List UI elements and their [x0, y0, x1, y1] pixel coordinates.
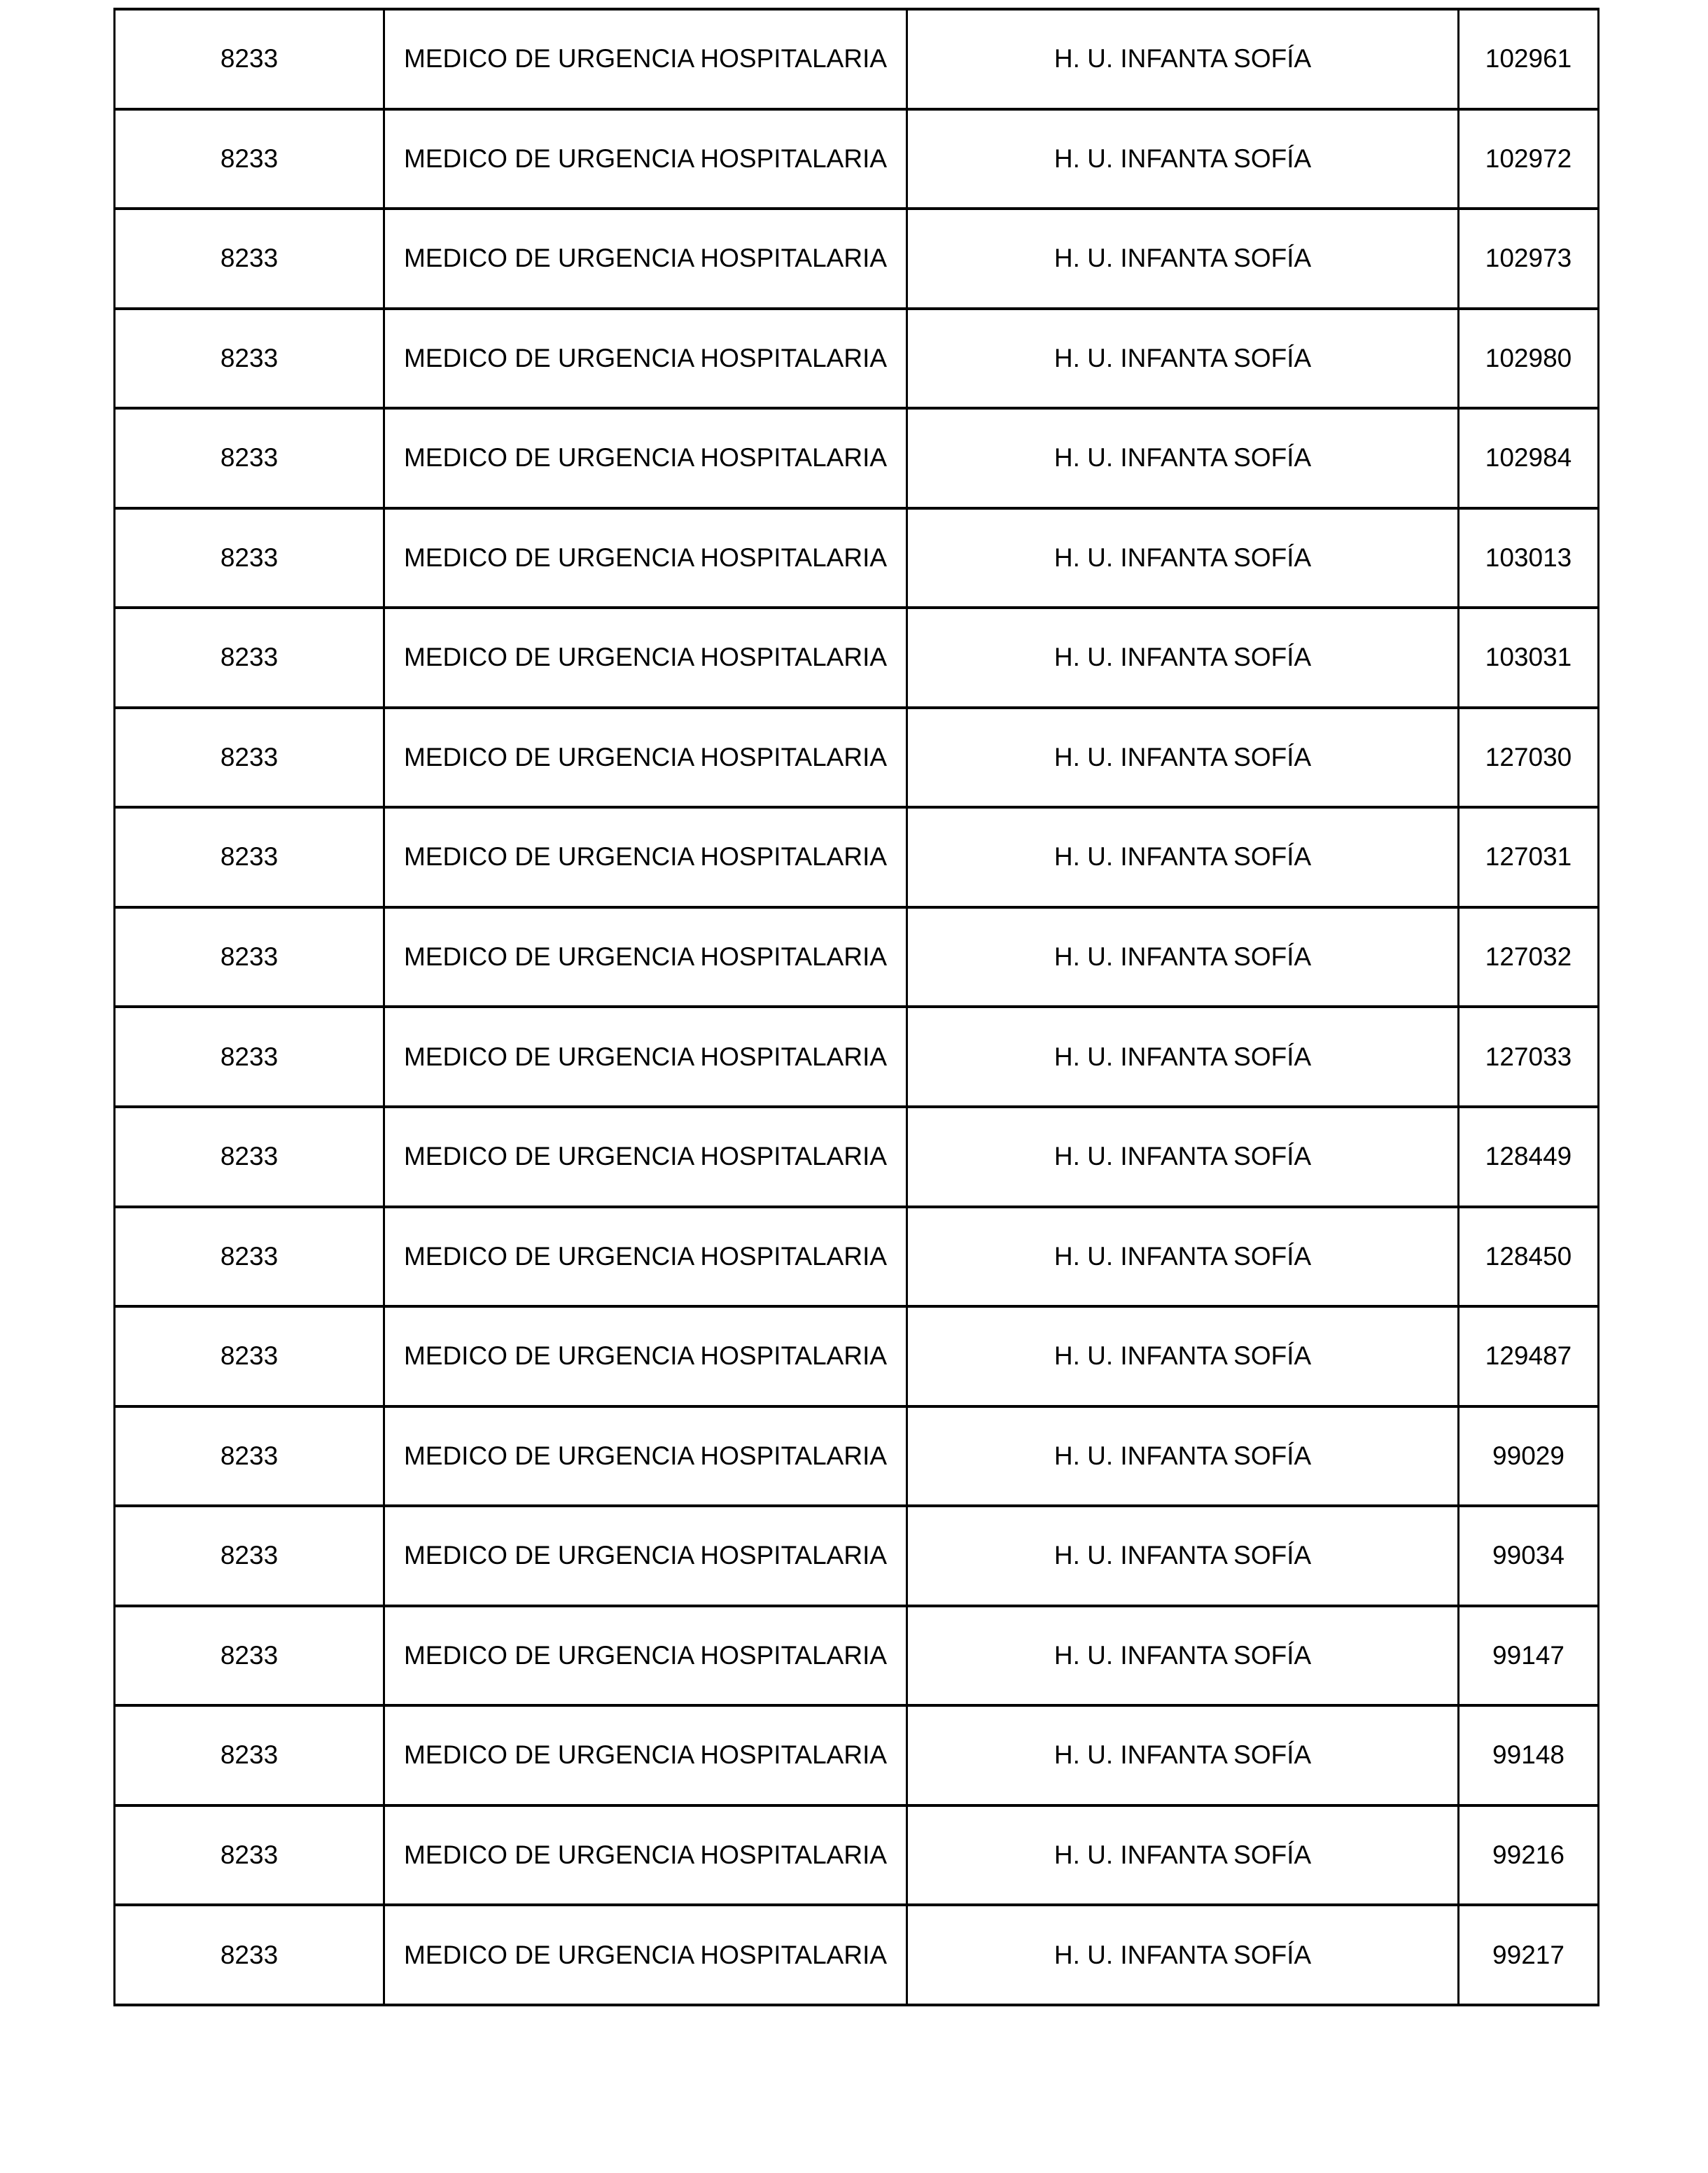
- post-id-cell: 103031: [1459, 608, 1599, 708]
- post-id-cell: 99216: [1459, 1805, 1599, 1906]
- code-cell: 8233: [115, 209, 384, 309]
- code-cell: 8233: [115, 1805, 384, 1906]
- hospital-cell: H. U. INFANTA SOFÍA: [907, 109, 1459, 209]
- hospital-cell: H. U. INFANTA SOFÍA: [907, 1506, 1459, 1606]
- code-cell: 8233: [115, 1306, 384, 1406]
- position-title-cell: MEDICO DE URGENCIA HOSPITALARIA: [384, 807, 907, 907]
- hospital-cell: H. U. INFANTA SOFÍA: [907, 1007, 1459, 1107]
- post-id-cell: 127030: [1459, 708, 1599, 808]
- hospital-cell: H. U. INFANTA SOFÍA: [907, 1306, 1459, 1406]
- hospital-cell: H. U. INFANTA SOFÍA: [907, 807, 1459, 907]
- post-id-cell: 102972: [1459, 109, 1599, 209]
- post-id-cell: 102973: [1459, 209, 1599, 309]
- post-id-cell: 128450: [1459, 1207, 1599, 1307]
- table-row: [115, 9, 1599, 109]
- hospital-cell: H. U. INFANTA SOFÍA: [907, 1406, 1459, 1507]
- hospital-cell: H. U. INFANTA SOFÍA: [907, 309, 1459, 409]
- position-title-cell: MEDICO DE URGENCIA HOSPITALARIA: [384, 1007, 907, 1107]
- post-id-cell: 99148: [1459, 1705, 1599, 1805]
- position-title-cell: MEDICO DE URGENCIA HOSPITALARIA: [384, 1306, 907, 1406]
- code-cell: 8233: [115, 807, 384, 907]
- code-cell: 8233: [115, 109, 384, 209]
- post-id-cell: 102984: [1459, 408, 1599, 508]
- post-id-cell: 127033: [1459, 1007, 1599, 1107]
- position-title-cell: MEDICO DE URGENCIA HOSPITALARIA: [384, 1606, 907, 1706]
- code-cell: 8233: [115, 1905, 384, 2005]
- position-title-cell: MEDICO DE URGENCIA HOSPITALARIA: [384, 608, 907, 708]
- code-cell: 8233: [115, 1107, 384, 1207]
- post-id-cell: 102961: [1459, 9, 1599, 109]
- table-row: [115, 1406, 1599, 1507]
- table-row: [115, 708, 1599, 808]
- code-cell: 8233: [115, 9, 384, 109]
- post-id-cell: 127031: [1459, 807, 1599, 907]
- code-cell: 8233: [115, 1007, 384, 1107]
- table-row: [115, 1506, 1599, 1606]
- hospital-cell: H. U. INFANTA SOFÍA: [907, 1805, 1459, 1906]
- table-row: [115, 1007, 1599, 1107]
- hospital-cell: H. U. INFANTA SOFÍA: [907, 708, 1459, 808]
- hospital-cell: H. U. INFANTA SOFÍA: [907, 1905, 1459, 2005]
- table-row: [115, 608, 1599, 708]
- hospital-cell: H. U. INFANTA SOFÍA: [907, 1107, 1459, 1207]
- hospital-cell: H. U. INFANTA SOFÍA: [907, 209, 1459, 309]
- post-id-cell: 99217: [1459, 1905, 1599, 2005]
- code-cell: 8233: [115, 708, 384, 808]
- post-id-cell: 99034: [1459, 1506, 1599, 1606]
- hospital-cell: H. U. INFANTA SOFÍA: [907, 1606, 1459, 1706]
- position-title-cell: MEDICO DE URGENCIA HOSPITALARIA: [384, 1506, 907, 1606]
- position-title-cell: MEDICO DE URGENCIA HOSPITALARIA: [384, 508, 907, 608]
- table-row: [115, 1107, 1599, 1207]
- position-title-cell: MEDICO DE URGENCIA HOSPITALARIA: [384, 1905, 907, 2005]
- position-title-cell: MEDICO DE URGENCIA HOSPITALARIA: [384, 708, 907, 808]
- post-id-cell: 128449: [1459, 1107, 1599, 1207]
- table-body: [115, 9, 1599, 2005]
- code-cell: 8233: [115, 309, 384, 409]
- table-row: [115, 807, 1599, 907]
- position-title-cell: MEDICO DE URGENCIA HOSPITALARIA: [384, 109, 907, 209]
- code-cell: 8233: [115, 1506, 384, 1606]
- position-title-cell: MEDICO DE URGENCIA HOSPITALARIA: [384, 907, 907, 1007]
- code-cell: 8233: [115, 1606, 384, 1706]
- position-title-cell: MEDICO DE URGENCIA HOSPITALARIA: [384, 209, 907, 309]
- positions-table: [113, 8, 1600, 2006]
- post-id-cell: 129487: [1459, 1306, 1599, 1406]
- position-title-cell: MEDICO DE URGENCIA HOSPITALARIA: [384, 309, 907, 409]
- position-title-cell: MEDICO DE URGENCIA HOSPITALARIA: [384, 9, 907, 109]
- position-title-cell: MEDICO DE URGENCIA HOSPITALARIA: [384, 1406, 907, 1507]
- position-title-cell: MEDICO DE URGENCIA HOSPITALARIA: [384, 1805, 907, 1906]
- post-id-cell: 99147: [1459, 1606, 1599, 1706]
- post-id-cell: 103013: [1459, 508, 1599, 608]
- position-title-cell: MEDICO DE URGENCIA HOSPITALARIA: [384, 1207, 907, 1307]
- hospital-cell: H. U. INFANTA SOFÍA: [907, 408, 1459, 508]
- table-row: [115, 907, 1599, 1007]
- post-id-cell: 102980: [1459, 309, 1599, 409]
- table-row: [115, 109, 1599, 209]
- code-cell: 8233: [115, 608, 384, 708]
- table-row: [115, 1705, 1599, 1805]
- position-title-cell: MEDICO DE URGENCIA HOSPITALARIA: [384, 408, 907, 508]
- post-id-cell: 127032: [1459, 907, 1599, 1007]
- code-cell: 8233: [115, 907, 384, 1007]
- code-cell: 8233: [115, 1705, 384, 1805]
- hospital-cell: H. U. INFANTA SOFÍA: [907, 508, 1459, 608]
- table-row: [115, 508, 1599, 608]
- hospital-cell: H. U. INFANTA SOFÍA: [907, 907, 1459, 1007]
- code-cell: 8233: [115, 508, 384, 608]
- table-row: [115, 1306, 1599, 1406]
- table-row: [115, 408, 1599, 508]
- post-id-cell: 99029: [1459, 1406, 1599, 1507]
- code-cell: 8233: [115, 408, 384, 508]
- code-cell: 8233: [115, 1406, 384, 1507]
- position-title-cell: MEDICO DE URGENCIA HOSPITALARIA: [384, 1705, 907, 1805]
- hospital-cell: H. U. INFANTA SOFÍA: [907, 1705, 1459, 1805]
- hospital-cell: H. U. INFANTA SOFÍA: [907, 608, 1459, 708]
- table-row: [115, 209, 1599, 309]
- position-title-cell: MEDICO DE URGENCIA HOSPITALARIA: [384, 1107, 907, 1207]
- table-row: [115, 1207, 1599, 1307]
- table-row: [115, 1805, 1599, 1906]
- table-row: [115, 1905, 1599, 2005]
- table-row: [115, 1606, 1599, 1706]
- code-cell: 8233: [115, 1207, 384, 1307]
- hospital-cell: H. U. INFANTA SOFÍA: [907, 9, 1459, 109]
- hospital-cell: H. U. INFANTA SOFÍA: [907, 1207, 1459, 1307]
- table-row: [115, 309, 1599, 409]
